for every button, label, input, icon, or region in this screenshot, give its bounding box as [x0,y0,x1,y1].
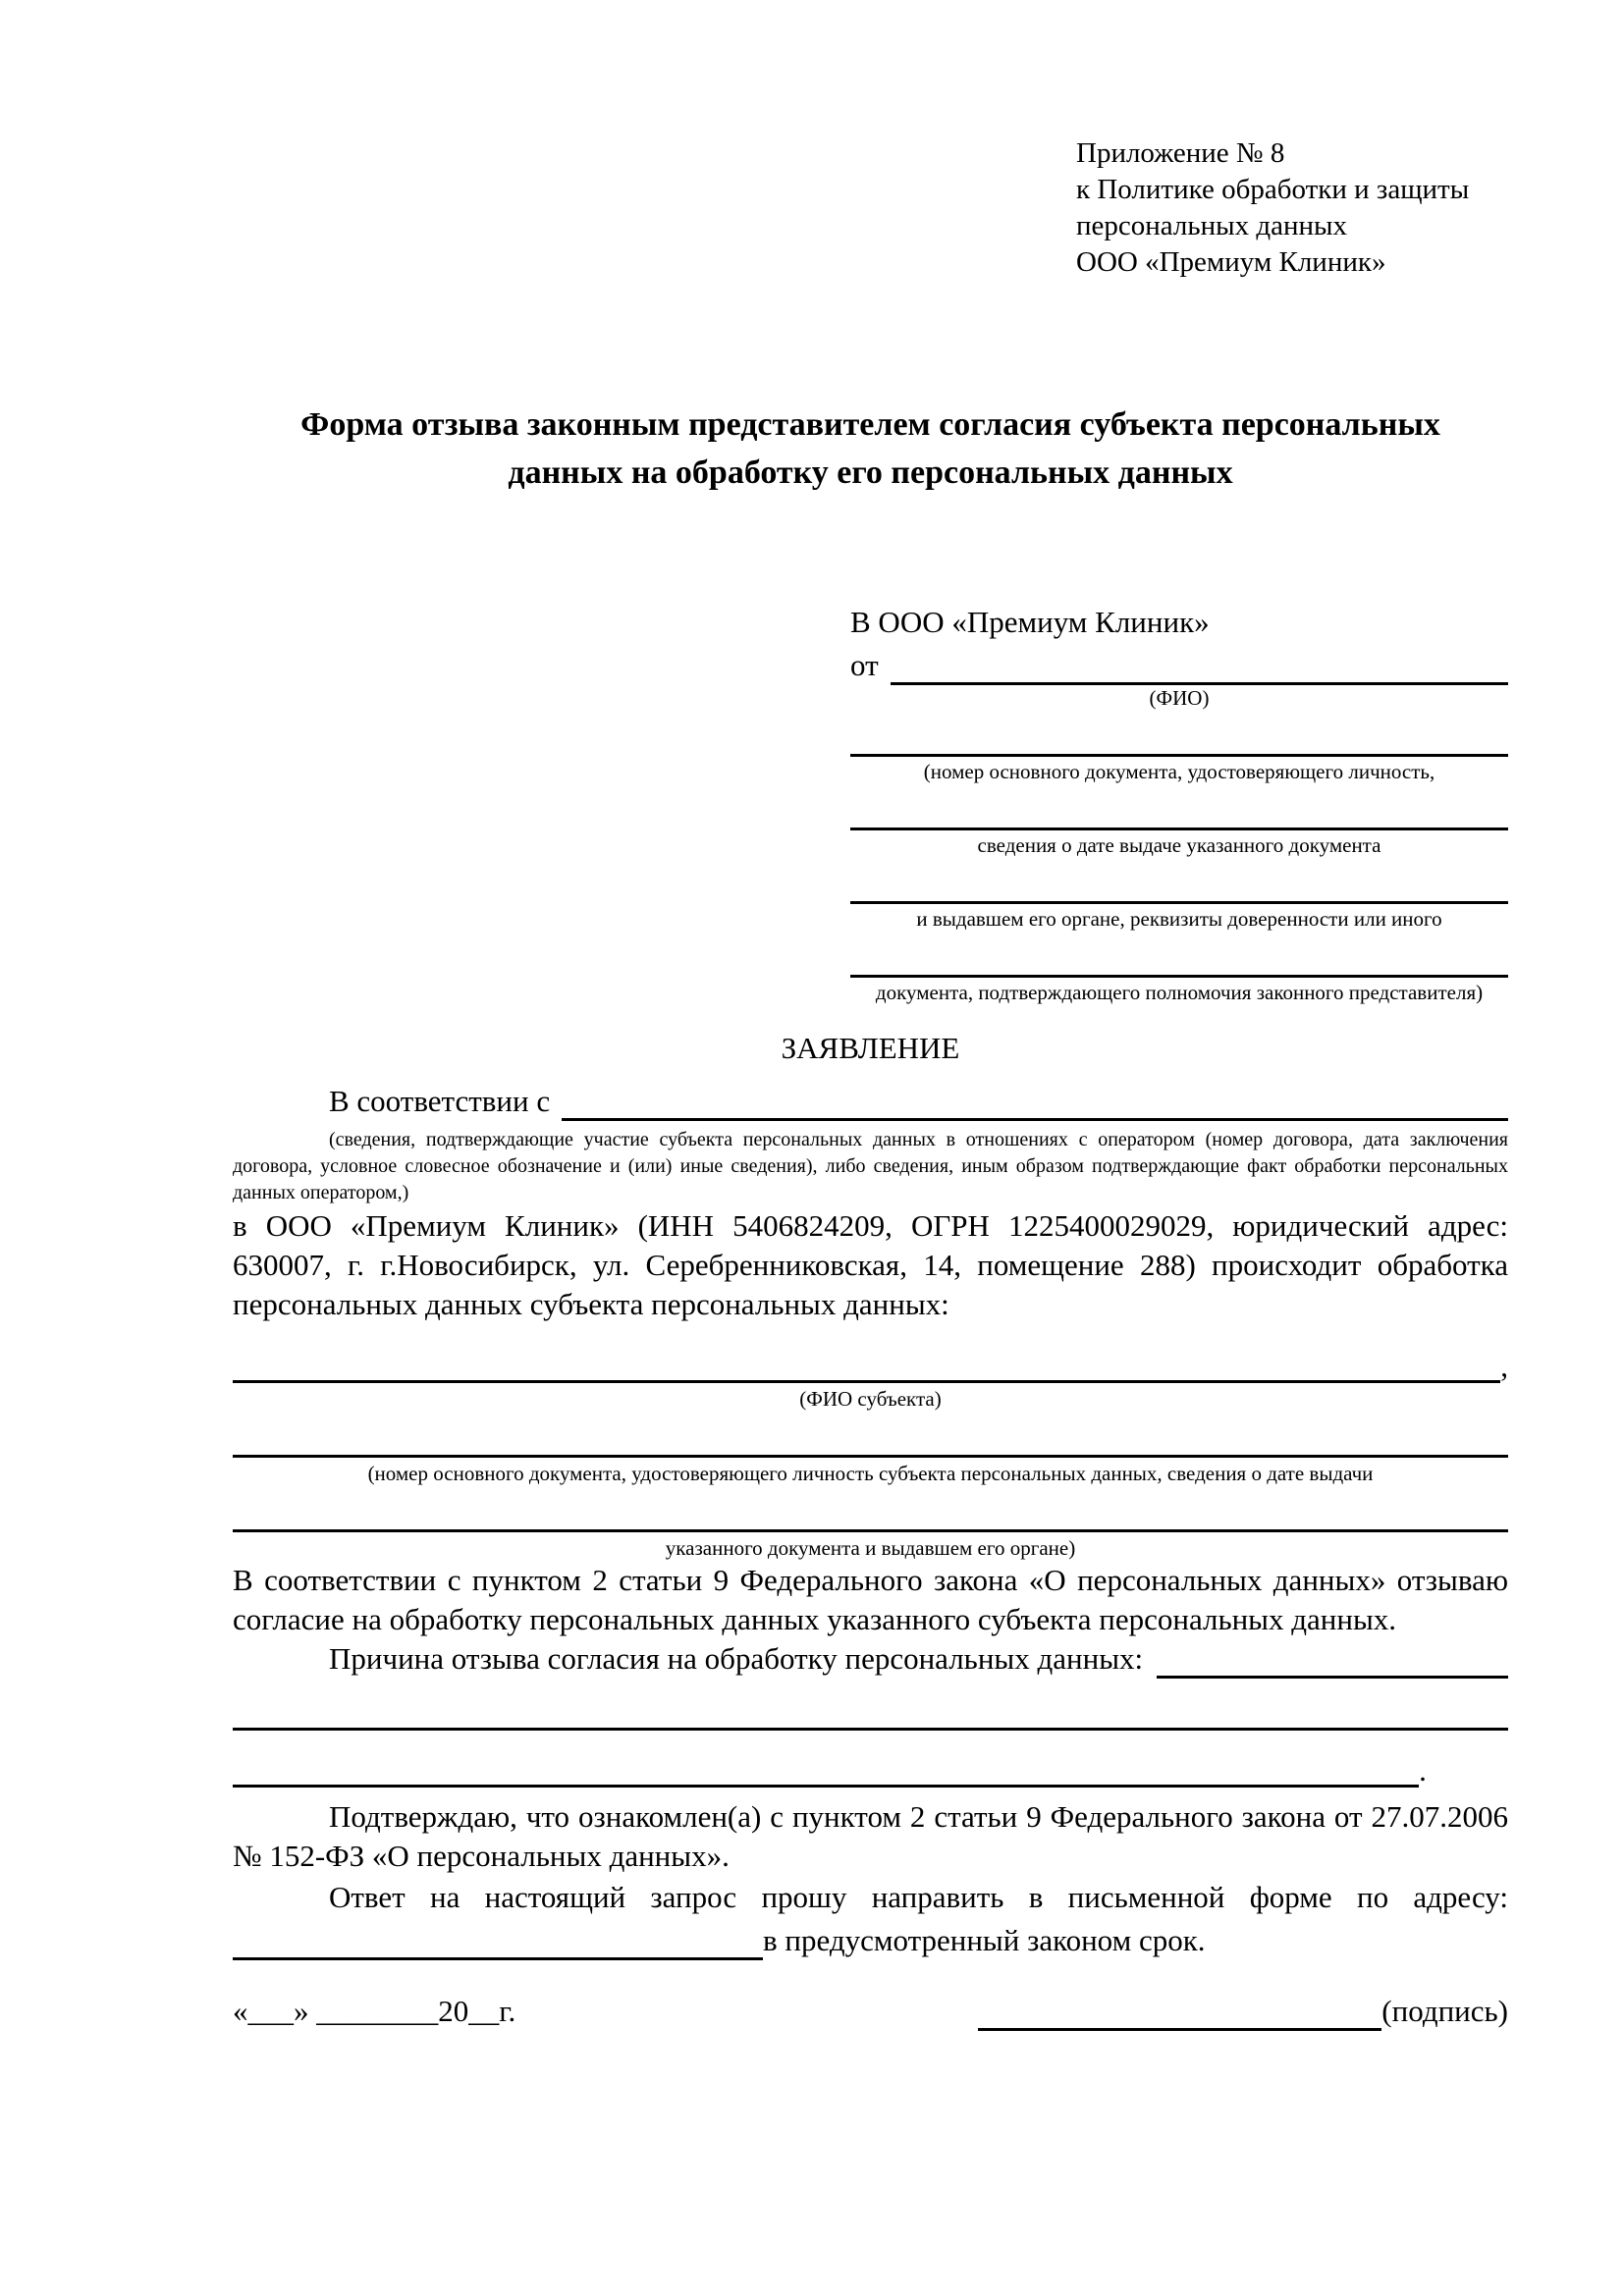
reply-suffix: в предусмотренный законом срок. [763,1923,1206,1957]
date-line: «___» ________20__г. [233,1994,516,2028]
subject-comma: , [1500,1349,1508,1383]
operator-paragraph: в ООО «Премиум Клиник» (ИНН 5406824209, ОГРН 1225400029029, юридический адрес: 630007, г. г.Новосибирск, ул. Серебренниковская, 14, помещение 288) происходит обработка персональных данных субъекта персональных данных: [233,1208,1508,1321]
doc-caption-3: и выдавшем его органе, реквизиты доверенности или иного [916,907,1442,931]
addressee-from-row [850,646,1508,685]
appendix-line-1: Приложение № 8 [1076,137,1285,169]
subject-fio-blank-line [233,1362,1500,1383]
subject-doc-row-1 [233,1437,1508,1458]
reply-address-row [233,1921,1508,1960]
acknowledge-paragraph: Подтверждаю, что ознакомлен(а) с пунктом 2 статьи 9 Федерального закона от 27.07.2006 № 152-ФЗ «О персональных данных». [233,1799,1508,1873]
appendix-line-3: персональных данных [1076,210,1348,241]
intro-label: В соответствии с [329,1084,551,1118]
document-content [233,0,1508,2031]
signature-blank-line [978,2001,1381,2031]
doc-blank-line-2 [850,806,1508,830]
doc-blank-line-4 [850,953,1508,978]
doc-blank-line-1 [850,732,1508,757]
reason-extra-blank-line-1 [233,1708,1508,1731]
doc-field-1 [850,732,1508,784]
from-blank-line [891,653,1508,685]
subject-fio-caption: (ФИО субъекта) [799,1387,942,1411]
reason-blank-line [1157,1646,1508,1679]
doc-blank-line-3 [850,880,1508,904]
appendix-line-4: ООО «Премиум Клиник» [1076,246,1386,278]
addressee-block [850,603,1508,1005]
footer-row [233,1992,1508,2031]
signature-caption: (подпись) [1381,1994,1508,2028]
reason-label: Причина отзыва согласия на обработку персональных данных: [329,1641,1144,1676]
subject-doc-row-2 [233,1512,1508,1532]
from-label: от [850,648,879,682]
appendix-block [1076,135,1508,281]
reason-row [233,1639,1508,1679]
reason-extra-row-2 [233,1754,1508,1788]
doc-caption-1: (номер основного документа, удостоверяющего личность, [923,760,1435,783]
addressee-to: В ООО «Премиум Клиник» [850,605,1210,639]
sentence-period: . [1419,1753,1427,1788]
doc-field-3 [850,880,1508,932]
doc-caption-4: документа, подтверждающего полномочия законного представителя) [875,981,1484,1004]
doc-caption-2: сведения о дате выдаче указанного документа [977,833,1381,857]
withdrawal-paragraph: В соответствии с пунктом 2 статьи 9 Федерального закона «О персональных данных» отзываю согласие на обработку персональных данных указанного субъекта персональных данных. [233,1563,1508,1636]
reply-paragraph: Ответ на настоящий запрос прошу направить в письменной форме по адресу: [329,1880,1508,1914]
statement-heading: ЗАЯВЛЕНИЕ [781,1031,960,1065]
subject-doc-blank-line-2 [233,1512,1508,1532]
reason-extra-blank-line-2 [233,1765,1419,1788]
intro-blank-line [562,1089,1508,1121]
subject-doc-blank-line-1 [233,1437,1508,1458]
doc-field-2 [850,806,1508,858]
doc-field-4 [850,953,1508,1005]
subject-fio-field [233,1350,1508,1412]
subject-doc-field-1 [233,1437,1508,1486]
subject-fio-row [233,1350,1508,1383]
form-title: Форма отзыва законным представителем согласия субъекта персональных данных на обработку его персональных данных [300,406,1440,491]
subject-doc-caption-1: (номер основного документа, удостоверяющего личность субъекта персональных данных, сведения о дате выдачи [367,1462,1374,1485]
appendix-line-2: к Политике обработки и защиты [1076,174,1470,205]
intro-note: (сведения, подтверждающие участие субъекта персональных данных в отношениях с оператором (номер договора, дата заключения договора, условное словесное обозначение и (или) иные сведения), либо сведения, иным образом подтверждающие факт обработки персональных данных оператором,) [233,1129,1508,1203]
subject-doc-field-2 [233,1512,1508,1561]
intro-row [233,1082,1508,1121]
fio-caption: (ФИО) [1149,686,1210,710]
reply-address-blank-line [233,1928,763,1960]
subject-doc-caption-2: указанного документа и выдавшем его органе) [665,1536,1076,1560]
